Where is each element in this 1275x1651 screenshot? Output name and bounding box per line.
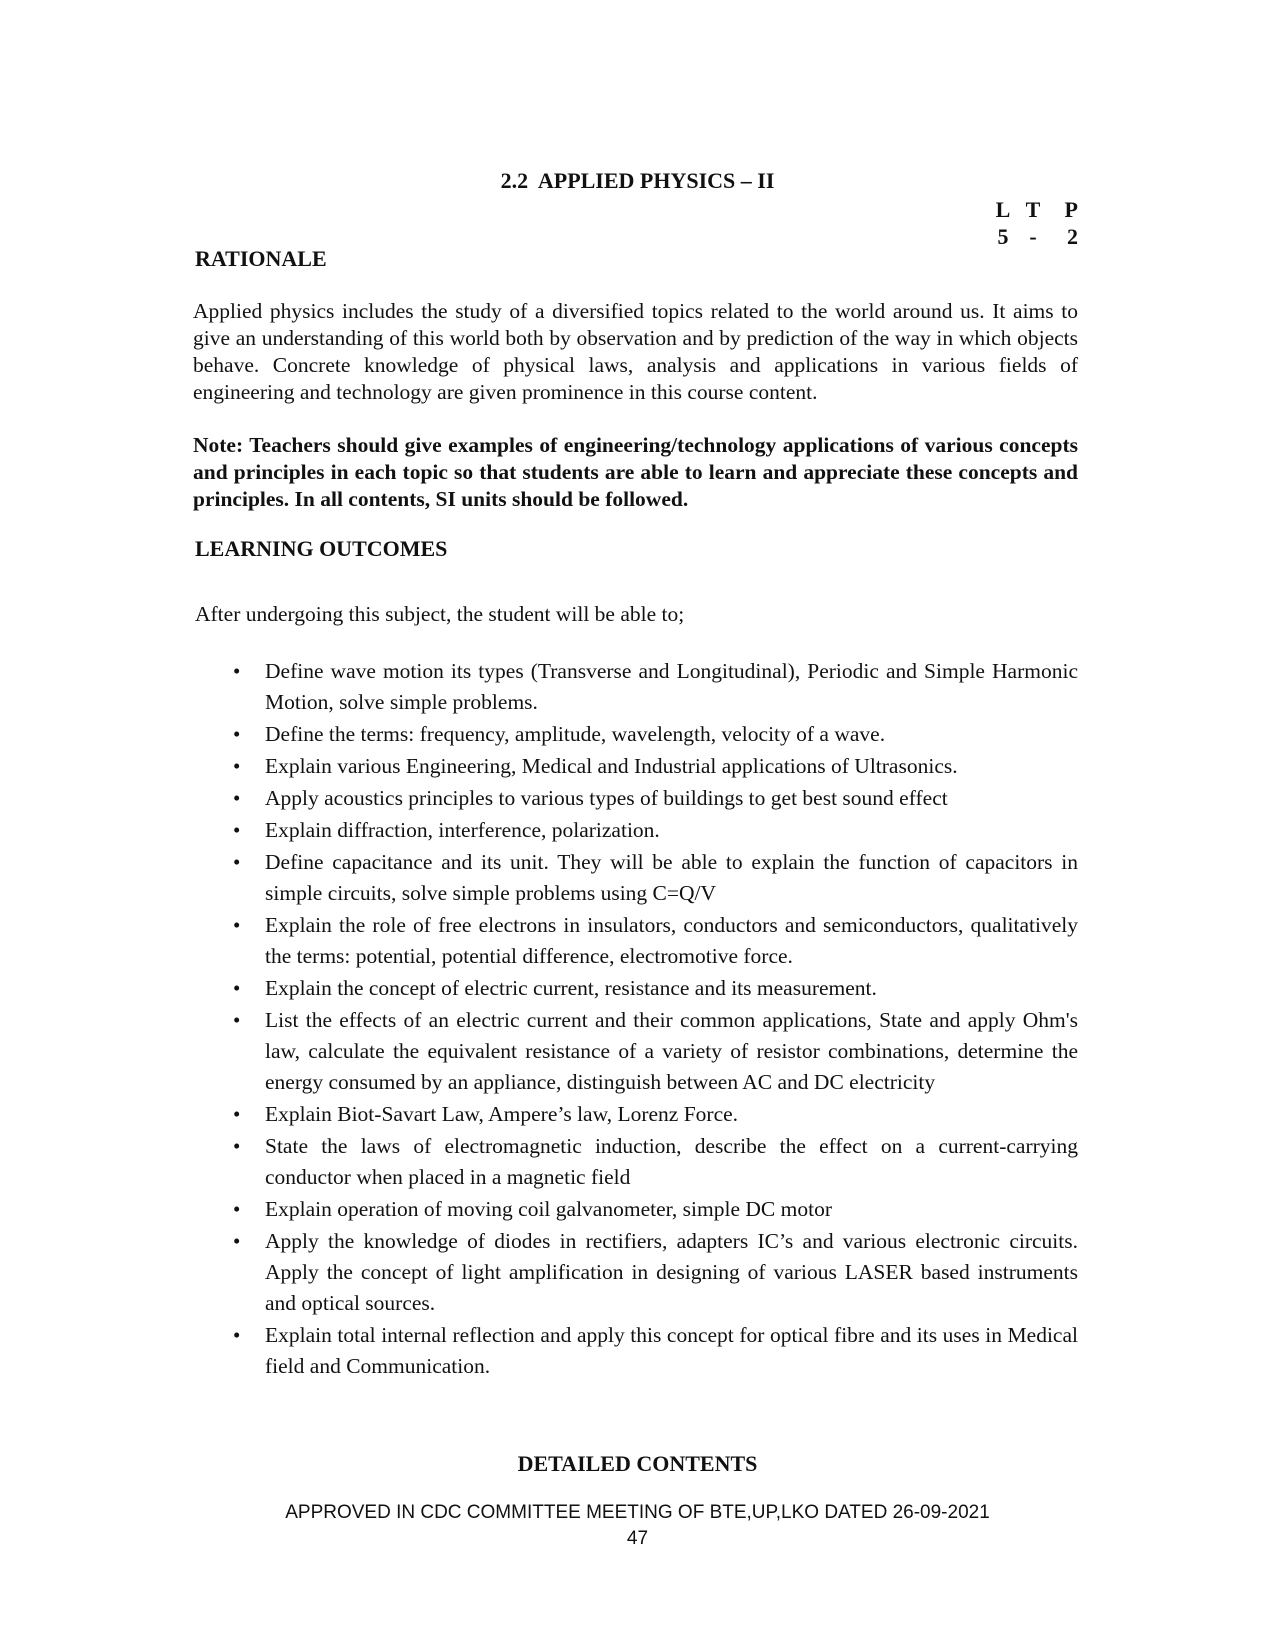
list-item — [193, 910, 1078, 972]
ltp-table — [988, 196, 1078, 250]
learning-outcomes-list — [193, 656, 1078, 1383]
list-item-text: List the effects of an electric current and their common applications, State and apply Ohm's law, calculate the equivalent resistance of a variety of resistor combinations, determine the energy consumed by an appliance, distinguish between AC and DC electricity — [265, 1008, 1078, 1094]
bullet-icon: • — [233, 659, 241, 683]
list-item-text: Explain total internal reflection and apply this concept for optical fibre and its uses in Medical field and Communication. — [265, 1323, 1078, 1378]
list-item-text: Define wave motion its types (Transverse and Longitudinal), Periodic and Simple Harmonic Motion, solve simple problems. — [265, 659, 1078, 714]
detailed-contents-heading: DETAILED CONTENTS — [517, 1451, 758, 1476]
list-item — [193, 656, 1078, 718]
list-item-text: State the laws of electromagnetic induction, describe the effect on a current-carrying conductor when placed in a magnetic field — [265, 1134, 1078, 1189]
list-item-text: Apply acoustics principles to various types of buildings to get best sound effect — [265, 786, 948, 810]
bullet-icon: • — [233, 1323, 241, 1347]
list-item-text: Explain Biot-Savart Law, Ampere’s law, Lorenz Force. — [265, 1102, 739, 1126]
list-item — [193, 847, 1078, 909]
learning-outcomes-heading: LEARNING OUTCOMES — [195, 536, 448, 561]
bullet-icon: • — [233, 754, 241, 778]
list-item — [193, 815, 1078, 846]
list-item-text: Define capacitance and its unit. They will be able to explain the function of capacitors in simple circuits, solve simple problems using C=Q/V — [265, 850, 1078, 905]
bullet-icon: • — [233, 1134, 241, 1158]
list-item — [193, 1194, 1078, 1225]
list-item-text: Define the terms: frequency, amplitude, wavelength, velocity of a wave. — [265, 722, 886, 746]
bullet-icon: • — [233, 818, 241, 842]
ltp-value-p: 2 — [1067, 224, 1078, 249]
bullet-icon: • — [233, 786, 241, 810]
teacher-note: Note: Teachers should give examples of engineering/technology applications of various concepts and principles in each topic so that students are able to learn and appreciate these concepts and principles. In all contents, SI units should be followed. — [193, 433, 1078, 511]
list-item — [193, 1226, 1078, 1319]
ltp-header-p: P — [1064, 197, 1078, 222]
list-item — [193, 783, 1078, 814]
bullet-icon: • — [233, 722, 241, 746]
list-item — [193, 751, 1078, 782]
bullet-icon: • — [233, 1197, 241, 1221]
page-number: 47 — [626, 1528, 649, 1549]
bullet-icon: • — [233, 913, 241, 937]
list-item-text: Explain operation of moving coil galvanometer, simple DC motor — [265, 1197, 832, 1221]
page-title: 2.2 APPLIED PHYSICS – II — [500, 168, 775, 193]
list-item-text: Explain the role of free electrons in insulators, conductors and semiconductors, qualitatively the terms: potential, potential difference, electromotive force. — [265, 913, 1078, 968]
list-item — [193, 1005, 1078, 1098]
rationale-heading: RATIONALE — [195, 246, 327, 271]
page-footer — [0, 1500, 1275, 1552]
ltp-header-row — [988, 196, 1078, 223]
ltp-header-l: L — [995, 197, 1011, 222]
list-item — [193, 719, 1078, 750]
list-item — [193, 1099, 1078, 1130]
list-item-text: Explain diffraction, interference, polarization. — [265, 818, 660, 842]
ltp-value-row — [988, 223, 1078, 250]
ltp-header-t: T — [1025, 197, 1041, 222]
list-item-text: Apply the knowledge of diodes in rectifiers, adapters IC’s and various electronic circuits. Apply the concept of light amplification in designing of various LASER based instruments and optical sources. — [265, 1229, 1078, 1315]
list-item-text: Explain various Engineering, Medical and Industrial applications of Ultrasonics. — [265, 754, 958, 778]
ltp-value-t: - — [1029, 224, 1037, 249]
list-item — [193, 1320, 1078, 1382]
bullet-icon: • — [233, 1229, 241, 1253]
list-item — [193, 1131, 1078, 1193]
bullet-icon: • — [233, 976, 241, 1000]
approval-note: APPROVED IN CDC COMMITTEE MEETING OF BTE,UP,LKO DATED 26-09-2021 — [285, 1502, 990, 1523]
bullet-icon: • — [233, 1008, 241, 1032]
bullet-icon: • — [233, 1102, 241, 1126]
ltp-value-l: 5 — [997, 224, 1009, 249]
learning-outcomes-intro: After undergoing this subject, the student will be able to; — [195, 602, 685, 626]
list-item — [193, 973, 1078, 1004]
rationale-text: Applied physics includes the study of a diversified topics related to the world around us. It aims to give an understanding of this world both by observation and by prediction of the way in which objects behave. Concrete knowledge of physical laws, analysis and applications in various fields of engineering and technology are given prominence in this course content. — [193, 299, 1078, 404]
bullet-icon: • — [233, 850, 241, 874]
list-item-text: Explain the concept of electric current, resistance and its measurement. — [265, 976, 877, 1000]
